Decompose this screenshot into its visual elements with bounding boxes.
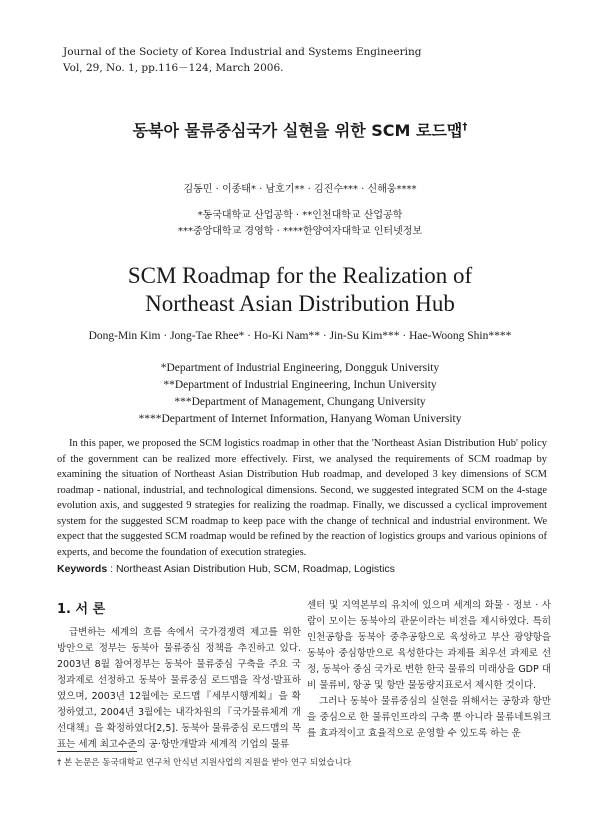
journal-name: Journal of the Society of Korea Industrial and Systems Engineering bbox=[63, 46, 422, 58]
journal-volume: Vol, 29, No. 1, pp.116－124, March 2006. bbox=[63, 62, 284, 74]
korean-affiliation-line: *동국대학교 산업공학 · **인천대학교 산업공학 bbox=[197, 210, 403, 221]
journal-citation bbox=[63, 44, 421, 76]
keywords-separator: : bbox=[107, 563, 116, 575]
english-title-line: Northeast Asian Distribution Hub bbox=[145, 291, 455, 316]
english-affiliations bbox=[0, 360, 600, 428]
keywords bbox=[57, 563, 547, 575]
body-column-right bbox=[307, 598, 551, 742]
keywords-text: Northeast Asian Distribution Hub, SCM, Roadmap, Logistics bbox=[115, 563, 395, 575]
title-footnote-mark: † bbox=[462, 121, 468, 133]
korean-authors: 김동민 · 이종태* · 남호기** · 김진수*** · 신해웅**** bbox=[183, 184, 417, 195]
korean-title-text: 동북아 물류중심국가 실현을 위한 SCM 로드맵 bbox=[132, 121, 463, 140]
body-paragraph: 그러나 동북아 물류중심의 실현을 위해서는 공항과 항만을 중심으로 한 물류인프라의 구축 뿐 아니라 물류네트워크를 효과적이고 효율적으로 운영할 수 있도록 하는 운 bbox=[307, 696, 551, 739]
english-authors: Dong-Min Kim · Jong-Tae Rhee* · Ho-Ki Nam** · Jin-Su Kim*** · Hae-Woong Shin**** bbox=[88, 330, 512, 342]
footnote-divider bbox=[57, 751, 137, 752]
section-heading: 1. 서 론 bbox=[57, 602, 106, 617]
english-affiliation-line: *Department of Industrial Engineering, Dongguk University bbox=[160, 362, 440, 374]
body-paragraph: 급변하는 세계의 흐름 속에서 국가경쟁력 제고를 위한 방안으로 정부는 동북아 물류중심 정책을 추진하고 있다. 2003년 8월 참여정부는 동북아 물류중심 구축을 주요 국정과제로 선정하고 동북아 물류중심 로드맵을 작성·발표하였으며, 2003년 12월에는 로드맵『세부시행계획』을 확정하였고, 2004년 3월에는 내각차원의『국가물류체계 개선대책』을 확정하였다[2,5]. 동북아 물류중심 로드맵의 목표는 세계 최고수준의 공·항만개발과 세계적 기업의 물류 bbox=[57, 627, 301, 750]
korean-title bbox=[0, 118, 600, 141]
body-paragraph: 센터 및 지역본부의 유치에 있으며 세계의 화물 · 정보 · 사람이 모이는 동북아의 관문이라는 비전을 제시하였다. 특히 인천공항을 동북아 중추공항으로 육성하고 부산 광양항을 동북아 중심항만으로 육성한다는 과제를 최우선 과제로 선정, 동북아 중심 국가로 변한 한국 물류의 미래상을 GDP 대비 물류비, 항공 및 항만 물동량지표로서 제시한 것이다. bbox=[307, 600, 551, 691]
korean-affiliations bbox=[0, 208, 600, 240]
body-column-left bbox=[57, 625, 301, 753]
english-affiliation-line: ***Department of Management, Chungang University bbox=[174, 396, 426, 408]
english-title-line: SCM Roadmap for the Realization of bbox=[127, 263, 473, 288]
keywords-label: Keywords bbox=[57, 563, 108, 575]
abstract: In this paper, we proposed the SCM logistics roadmap in other that the 'Northeast Asian Distribution Hub' policy of the government can be realized more effectively. First, we analysed the requirements of SCM roadmap by examining the situation of Northeast Asian Distribution Hub roadmap, and developed 3 key dimensions of SCM roadmap - national, industrial, and technological dimensions. Second, we suggested integrated SCM on the 4-stage evolution axis, and suggested 9 strategies for realizing the roadmap. Finally, we discussed a cyclical improvement system for the suggested SCM roadmap to keep pace with the change of technical and industrial environment. We expect that the suggested SCM roadmap would be refined by the reaction of logistics groups and various opinions of experts, and become the foundation of execution strategies. bbox=[57, 438, 547, 558]
english-affiliation-line: ****Department of Internet Information, Hanyang Woman University bbox=[138, 413, 462, 425]
english-title bbox=[0, 262, 600, 318]
korean-affiliation-line: ***중앙대학교 경영학 · ****한양여자대학교 인터넷정보 bbox=[177, 226, 423, 237]
footnote: † 본 논문은 동국대학교 연구처 안식년 지원사업의 지원을 받아 연구 되었습니다 bbox=[57, 758, 352, 768]
english-affiliation-line: **Department of Industrial Engineering, Inchun University bbox=[163, 379, 437, 391]
